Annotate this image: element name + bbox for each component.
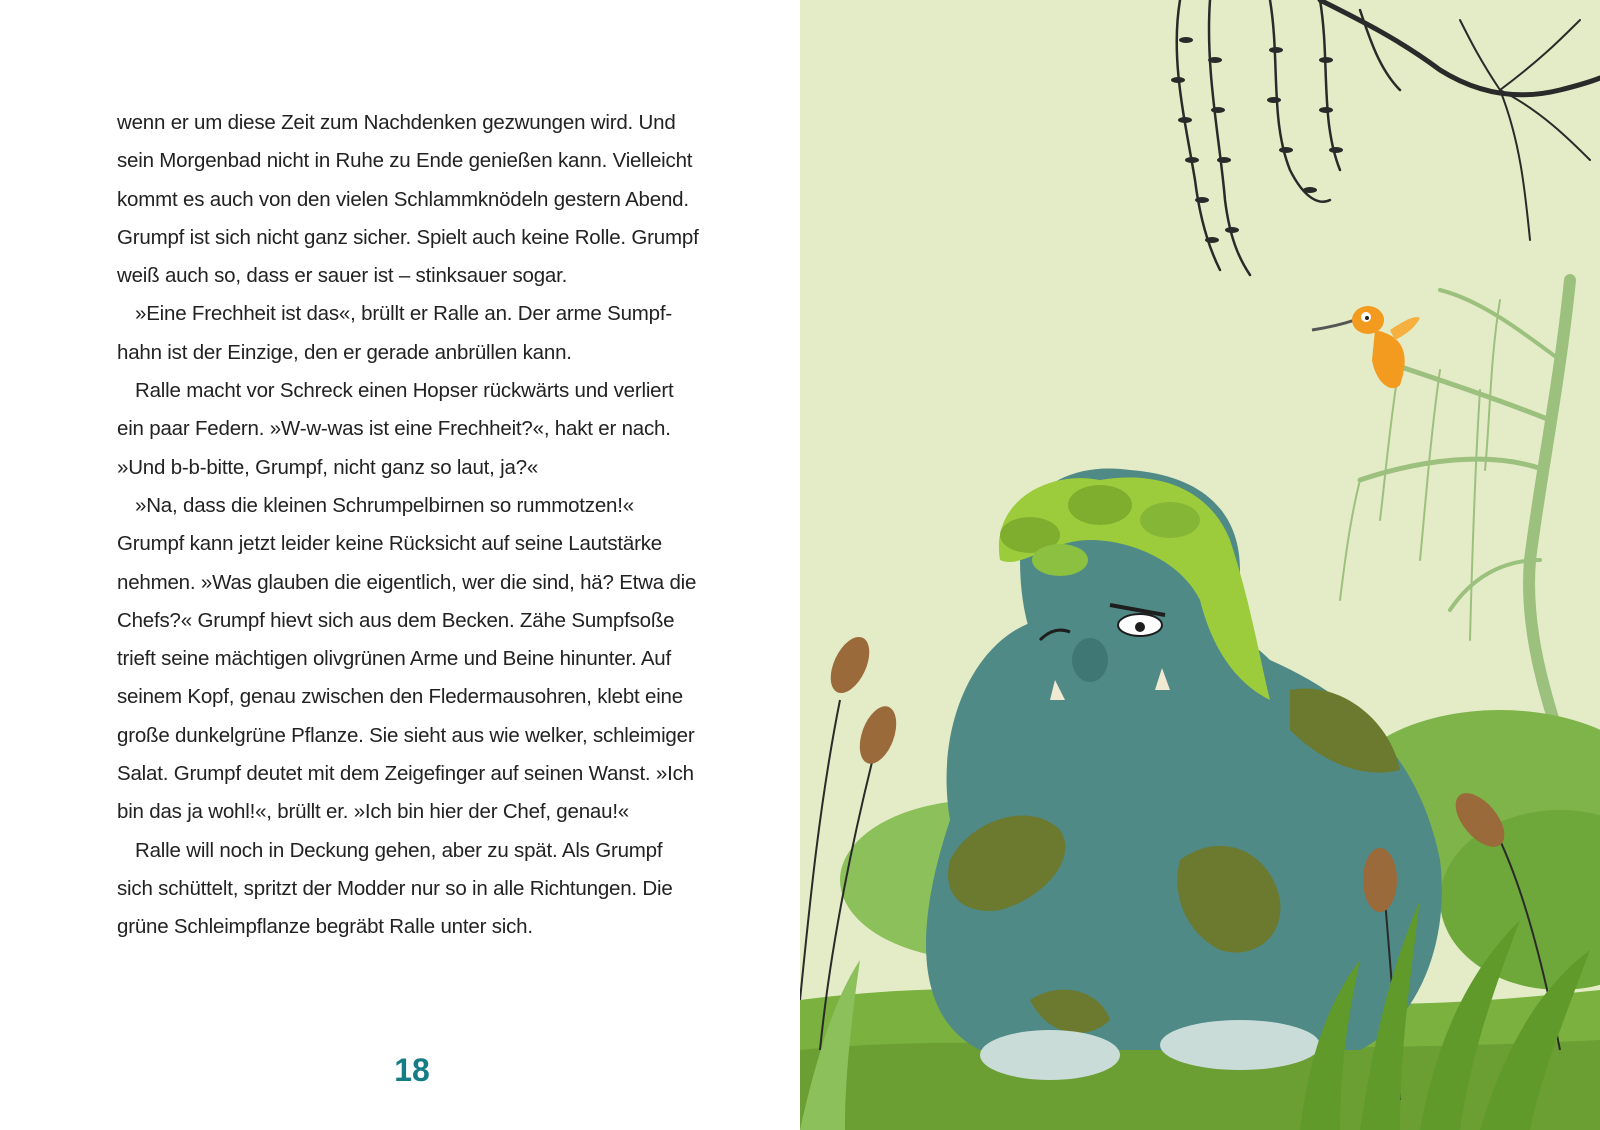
- text-line: sich schüttelt, spritzt der Modder nur so in alle Richtungen. Die: [117, 876, 673, 900]
- text-line: sein Morgenbad nicht in Ruhe zu Ende genießen kann. Vielleicht: [117, 149, 693, 173]
- text-line: Chefs?« Grumpf hievt sich aus dem Becken. Zähe Sumpfsoße: [117, 608, 675, 632]
- text-line: Ralle will noch in Deckung gehen, aber zu spät. Als Grumpf: [135, 838, 663, 862]
- text-line: »Eine Frechheit ist das«, brüllt er Ralle an. Der arme Sumpf-: [135, 302, 672, 326]
- text-line: wenn er um diese Zeit zum Nachdenken gezwungen wird. Und: [117, 111, 676, 134]
- text-line: kommt es auch von den vielen Schlammknödeln gestern Abend.: [117, 187, 689, 211]
- text-line: hahn ist der Einzige, den er gerade anbrüllen kann.: [117, 340, 572, 364]
- text-line: bin das ja wohl!«, brüllt er. »Ich bin hier der Chef, genau!«: [117, 800, 630, 824]
- text-line: grüne Schleimpflanze begräbt Ralle unter sich.: [117, 915, 533, 939]
- text-line: »Na, dass die kleinen Schrumpelbirnen so rummotzen!«: [135, 493, 634, 517]
- text-line: seinem Kopf, genau zwischen den Fledermausohren, klebt eine: [117, 685, 683, 709]
- text-line: trieft seine mächtigen olivgrünen Arme und Beine hinunter. Auf: [117, 647, 671, 671]
- text-line: ein paar Federn. »W-w-was ist eine Frechheit?«, hakt er nach.: [117, 417, 671, 441]
- right-page-illustration: [800, 0, 1600, 1130]
- text-line: nehmen. »Was glauben die eigentlich, wer die sind, hä? Etwa die: [117, 570, 697, 594]
- text-line: Ralle macht vor Schreck einen Hopser rückwärts und verliert: [135, 379, 674, 403]
- text-line: große dunkelgrüne Pflanze. Sie sieht aus wie welker, schleimiger: [117, 723, 695, 747]
- page-number: 18: [394, 1052, 430, 1088]
- text-line: Grumpf ist sich nicht ganz sicher. Spielt auch keine Rolle. Grumpf: [117, 225, 699, 249]
- text-line: weiß auch so, dass er sauer ist – stinksauer sogar.: [117, 264, 568, 288]
- text-line: Salat. Grumpf deutet mit dem Zeigefinger auf seinen Wanst. »Ich: [117, 762, 694, 786]
- text-line: »Und b-b-bitte, Grumpf, nicht ganz so laut, ja?«: [117, 455, 539, 479]
- story-text: [117, 104, 717, 947]
- text-line: Grumpf kann jetzt leider keine Rücksicht auf seine Lautstärke: [117, 532, 662, 556]
